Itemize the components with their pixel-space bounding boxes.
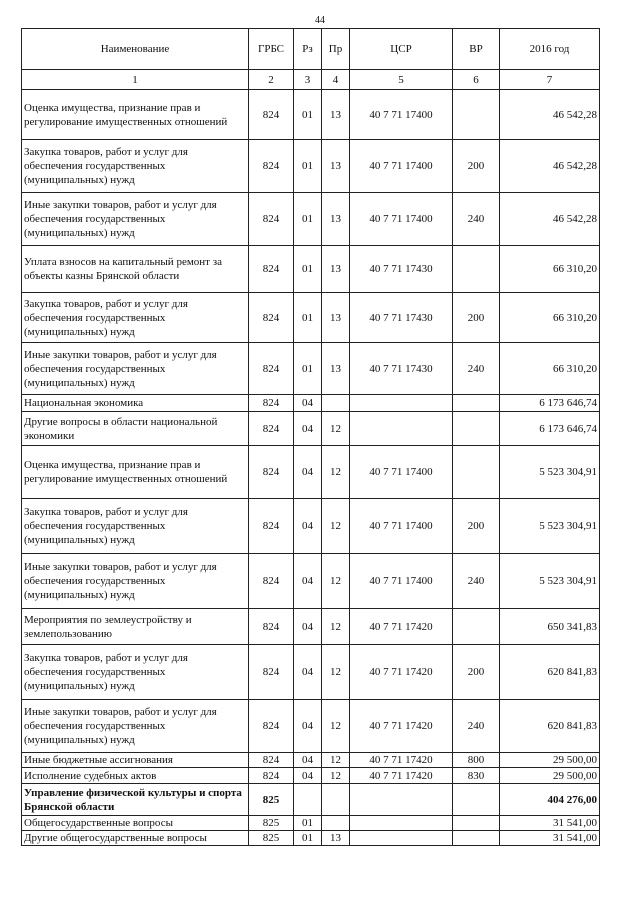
cell-amount: 29 500,00 <box>500 768 600 784</box>
cell-amount: 31 541,00 <box>500 831 600 846</box>
cell-pr: 12 <box>322 554 350 609</box>
cell-csr: 40 7 71 17420 <box>350 645 453 700</box>
column-number: 7 <box>500 70 600 90</box>
cell-amount: 404 276,00 <box>500 784 600 816</box>
cell-vr: 200 <box>453 499 500 554</box>
cell-pr: 12 <box>322 609 350 645</box>
cell-amount: 46 542,28 <box>500 90 600 140</box>
cell-pr: 13 <box>322 140 350 193</box>
table-row <box>22 816 600 831</box>
cell-amount: 66 310,20 <box>500 293 600 343</box>
cell-csr <box>350 412 453 446</box>
cell-name: Иные закупки товаров, работ и услуг для обеспечения государственных (муниципальных) нужд <box>22 343 249 395</box>
table-row <box>22 784 600 816</box>
cell-name: Управление физической культуры и спорта Брянской области <box>22 784 249 816</box>
cell-pr: 13 <box>322 193 350 246</box>
cell-vr <box>453 395 500 412</box>
header-amount: 2016 год <box>500 29 600 70</box>
cell-pr: 12 <box>322 768 350 784</box>
header-csr: ЦСР <box>350 29 453 70</box>
cell-vr <box>453 816 500 831</box>
cell-vr: 240 <box>453 193 500 246</box>
cell-vr <box>453 609 500 645</box>
cell-csr: 40 7 71 17400 <box>350 499 453 554</box>
cell-csr: 40 7 71 17430 <box>350 293 453 343</box>
cell-name: Другие вопросы в области национальной экономики <box>22 412 249 446</box>
cell-pr: 12 <box>322 499 350 554</box>
cell-csr: 40 7 71 17400 <box>350 554 453 609</box>
cell-csr: 40 7 71 17420 <box>350 609 453 645</box>
cell-pr: 13 <box>322 343 350 395</box>
cell-vr <box>453 246 500 293</box>
cell-name: Закупка товаров, работ и услуг для обеспечения государственных (муниципальных) нужд <box>22 293 249 343</box>
cell-amount: 31 541,00 <box>500 816 600 831</box>
cell-pr: 13 <box>322 246 350 293</box>
cell-grbs: 824 <box>249 90 294 140</box>
column-number: 1 <box>22 70 249 90</box>
cell-amount: 46 542,28 <box>500 140 600 193</box>
cell-csr <box>350 831 453 846</box>
table-row <box>22 831 600 846</box>
cell-csr: 40 7 71 17400 <box>350 90 453 140</box>
cell-rz: 04 <box>294 554 322 609</box>
cell-name: Мероприятия по землеустройству и землепользованию <box>22 609 249 645</box>
cell-rz: 04 <box>294 395 322 412</box>
cell-grbs: 824 <box>249 499 294 554</box>
cell-grbs: 825 <box>249 816 294 831</box>
column-number: 3 <box>294 70 322 90</box>
cell-pr: 12 <box>322 645 350 700</box>
cell-grbs: 825 <box>249 831 294 846</box>
cell-rz <box>294 784 322 816</box>
cell-name: Иные бюджетные ассигнования <box>22 753 249 768</box>
cell-pr <box>322 816 350 831</box>
cell-rz: 04 <box>294 446 322 499</box>
cell-pr <box>322 395 350 412</box>
cell-rz: 04 <box>294 768 322 784</box>
header-rz: Рз <box>294 29 322 70</box>
table-row <box>22 343 600 395</box>
cell-rz: 01 <box>294 816 322 831</box>
cell-vr <box>453 446 500 499</box>
budget-table <box>21 28 600 846</box>
cell-vr: 200 <box>453 293 500 343</box>
cell-csr: 40 7 71 17420 <box>350 753 453 768</box>
cell-pr <box>322 784 350 816</box>
cell-grbs: 825 <box>249 784 294 816</box>
cell-vr: 200 <box>453 140 500 193</box>
cell-grbs: 824 <box>249 140 294 193</box>
cell-vr: 200 <box>453 645 500 700</box>
cell-vr <box>453 831 500 846</box>
table-row <box>22 768 600 784</box>
cell-rz: 01 <box>294 246 322 293</box>
cell-name: Иные закупки товаров, работ и услуг для обеспечения государственных (муниципальных) нужд <box>22 700 249 753</box>
cell-grbs: 824 <box>249 395 294 412</box>
cell-amount: 6 173 646,74 <box>500 395 600 412</box>
header-vr: ВР <box>453 29 500 70</box>
cell-amount: 46 542,28 <box>500 193 600 246</box>
cell-amount: 620 841,83 <box>500 645 600 700</box>
cell-csr <box>350 784 453 816</box>
cell-vr: 240 <box>453 343 500 395</box>
cell-name: Другие общегосударственные вопросы <box>22 831 249 846</box>
column-number: 5 <box>350 70 453 90</box>
cell-grbs: 824 <box>249 700 294 753</box>
cell-vr: 800 <box>453 753 500 768</box>
cell-pr: 12 <box>322 412 350 446</box>
page-number: 44 <box>315 15 325 26</box>
cell-pr: 13 <box>322 293 350 343</box>
cell-vr <box>453 412 500 446</box>
cell-vr: 830 <box>453 768 500 784</box>
cell-amount: 66 310,20 <box>500 246 600 293</box>
cell-name: Общегосударственные вопросы <box>22 816 249 831</box>
cell-name: Закупка товаров, работ и услуг для обеспечения государственных (муниципальных) нужд <box>22 140 249 193</box>
table-row <box>22 293 600 343</box>
cell-name: Исполнение судебных актов <box>22 768 249 784</box>
column-number: 2 <box>249 70 294 90</box>
table-row <box>22 395 600 412</box>
cell-grbs: 824 <box>249 193 294 246</box>
cell-csr: 40 7 71 17400 <box>350 446 453 499</box>
table-row <box>22 645 600 700</box>
cell-csr: 40 7 71 17430 <box>350 246 453 293</box>
table-row <box>22 446 600 499</box>
cell-rz: 04 <box>294 412 322 446</box>
cell-rz: 04 <box>294 700 322 753</box>
table-row <box>22 90 600 140</box>
cell-vr <box>453 90 500 140</box>
cell-rz: 04 <box>294 609 322 645</box>
cell-csr: 40 7 71 17420 <box>350 768 453 784</box>
table-body <box>22 90 600 846</box>
table-row <box>22 140 600 193</box>
cell-pr: 13 <box>322 90 350 140</box>
cell-pr: 12 <box>322 753 350 768</box>
cell-name: Иные закупки товаров, работ и услуг для обеспечения государственных (муниципальных) нужд <box>22 554 249 609</box>
cell-amount: 6 173 646,74 <box>500 412 600 446</box>
cell-amount: 29 500,00 <box>500 753 600 768</box>
cell-grbs: 824 <box>249 412 294 446</box>
cell-grbs: 824 <box>249 753 294 768</box>
header-row <box>22 29 600 70</box>
cell-csr <box>350 816 453 831</box>
cell-amount: 650 341,83 <box>500 609 600 645</box>
cell-grbs: 824 <box>249 343 294 395</box>
table-row <box>22 609 600 645</box>
cell-csr <box>350 395 453 412</box>
cell-grbs: 824 <box>249 554 294 609</box>
cell-rz: 04 <box>294 645 322 700</box>
cell-vr: 240 <box>453 554 500 609</box>
table-row <box>22 753 600 768</box>
cell-grbs: 824 <box>249 293 294 343</box>
header-pr: Пр <box>322 29 350 70</box>
cell-grbs: 824 <box>249 768 294 784</box>
cell-rz: 04 <box>294 499 322 554</box>
cell-vr: 240 <box>453 700 500 753</box>
cell-pr: 13 <box>322 831 350 846</box>
header-name: Наименование <box>22 29 249 70</box>
table-row <box>22 412 600 446</box>
cell-vr <box>453 784 500 816</box>
cell-csr: 40 7 71 17400 <box>350 140 453 193</box>
table-row <box>22 499 600 554</box>
cell-name: Оценка имущества, признание прав и регулирование имущественных отношений <box>22 446 249 499</box>
cell-grbs: 824 <box>249 645 294 700</box>
cell-amount: 66 310,20 <box>500 343 600 395</box>
cell-amount: 5 523 304,91 <box>500 499 600 554</box>
cell-name: Закупка товаров, работ и услуг для обеспечения государственных (муниципальных) нужд <box>22 499 249 554</box>
cell-name: Закупка товаров, работ и услуг для обеспечения государственных (муниципальных) нужд <box>22 645 249 700</box>
cell-name: Национальная экономика <box>22 395 249 412</box>
table-row <box>22 246 600 293</box>
cell-rz: 01 <box>294 293 322 343</box>
cell-rz: 01 <box>294 140 322 193</box>
cell-grbs: 824 <box>249 246 294 293</box>
cell-pr: 12 <box>322 700 350 753</box>
cell-rz: 01 <box>294 193 322 246</box>
table-row <box>22 554 600 609</box>
cell-rz: 04 <box>294 753 322 768</box>
cell-amount: 5 523 304,91 <box>500 554 600 609</box>
cell-csr: 40 7 71 17430 <box>350 343 453 395</box>
column-number: 6 <box>453 70 500 90</box>
cell-rz: 01 <box>294 343 322 395</box>
column-number-row <box>22 70 600 90</box>
cell-grbs: 824 <box>249 446 294 499</box>
cell-amount: 620 841,83 <box>500 700 600 753</box>
cell-pr: 12 <box>322 446 350 499</box>
cell-name: Уплата взносов на капитальный ремонт за объекты казны Брянской области <box>22 246 249 293</box>
table-row <box>22 193 600 246</box>
column-number: 4 <box>322 70 350 90</box>
header-grbs: ГРБС <box>249 29 294 70</box>
cell-rz: 01 <box>294 831 322 846</box>
cell-csr: 40 7 71 17400 <box>350 193 453 246</box>
cell-grbs: 824 <box>249 609 294 645</box>
table-row <box>22 700 600 753</box>
cell-csr: 40 7 71 17420 <box>350 700 453 753</box>
cell-name: Оценка имущества, признание прав и регулирование имущественных отношений <box>22 90 249 140</box>
cell-rz: 01 <box>294 90 322 140</box>
cell-name: Иные закупки товаров, работ и услуг для обеспечения государственных (муниципальных) нужд <box>22 193 249 246</box>
cell-amount: 5 523 304,91 <box>500 446 600 499</box>
